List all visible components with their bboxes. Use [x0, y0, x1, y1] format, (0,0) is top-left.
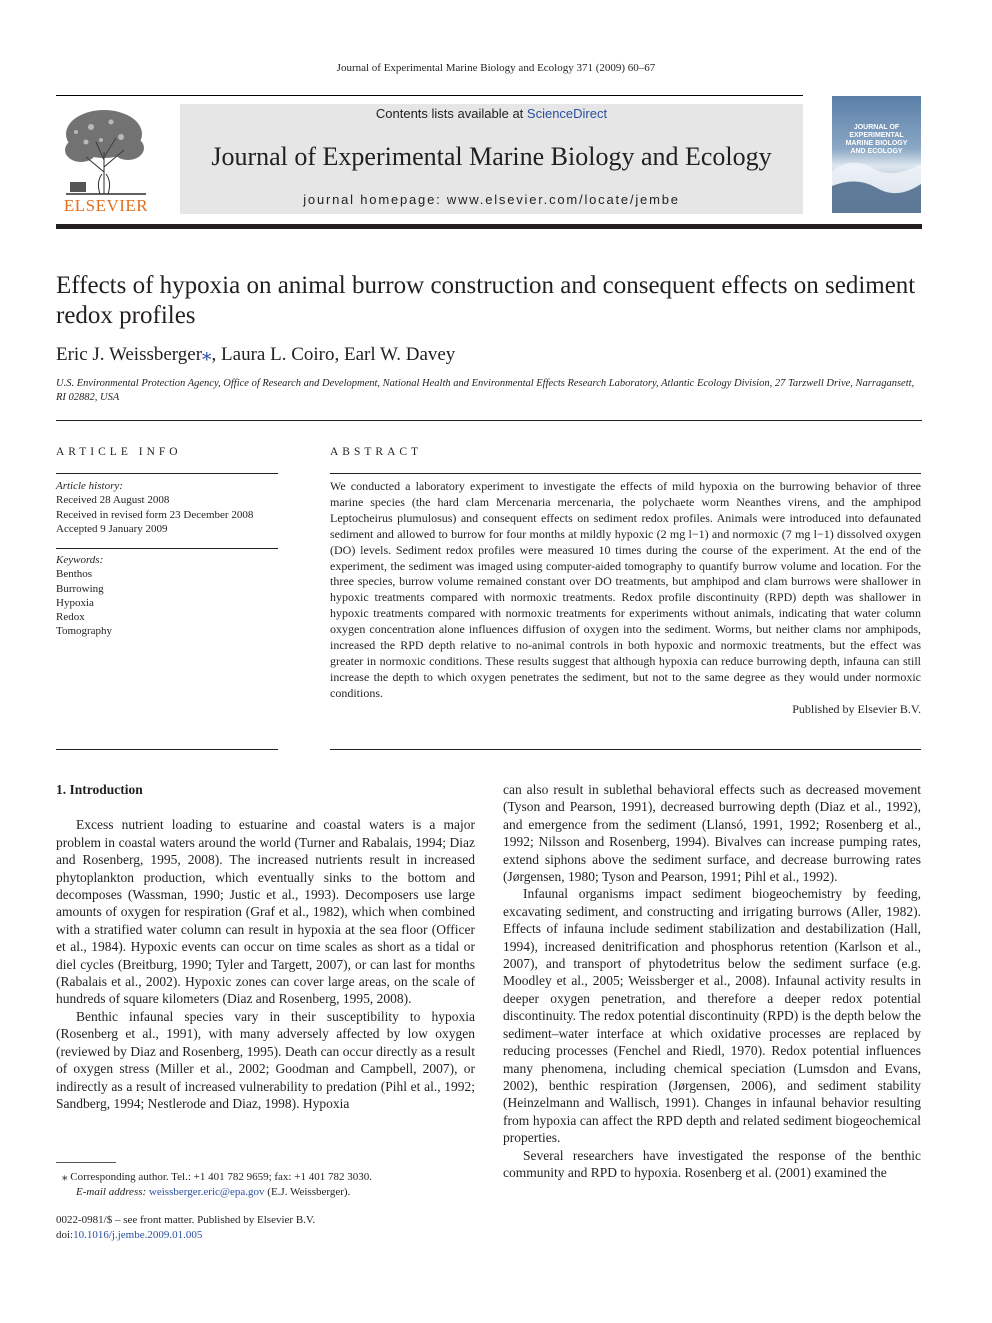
- doi-prefix: doi:: [56, 1229, 74, 1241]
- keyword: Hypoxia: [56, 596, 94, 609]
- keywords-block: [56, 553, 278, 639]
- article-title: Effects of hypoxia on animal burrow construction and consequent effects on sediment redox profiles: [56, 272, 916, 329]
- abstract-bottom-rule: [330, 749, 921, 750]
- author-name[interactable]: Eric J. Weissberger: [56, 344, 203, 365]
- header-thick-rule: [56, 224, 922, 229]
- cover-title: [832, 124, 921, 156]
- abstract-body: [330, 479, 921, 718]
- footnotes: [62, 1170, 475, 1200]
- paragraph: Excess nutrient loading to estuarine and coastal waters is a major problem in coastal waters around the world (Turner and Rabalais, 1994; Diaz and Rosenberg, 1995, 2008). The increased nutrients result in increased phytoplankton production, which eventually sinks to the bottom and decomposes (Wassman, 1990; Justic et al., 1993). Decomposers use large amounts of oxygen for respiration (Graf et al., 1982), which when combined with a stratified water column can result in hypoxia at the sea floor (Officer et al., 1984). Hypoxic events can occur on time scales as short as a tidal or diel cycles (Breitburg, 1990; Tyler and Targett, 2007), or can last for months (Rabalais et al., 2002). Hypoxic zones can cover large areas, on the scale of hundreds of square kilometers (Diaz and Rosenberg, 1995, 2008).: [56, 817, 475, 1007]
- journal-citation: Journal of Experimental Marine Biology and Ecology 371 (2009) 60–67: [336, 62, 656, 74]
- keywords-label: Keywords:: [56, 554, 104, 566]
- footnote-rule: [56, 1162, 116, 1163]
- title-rule: [56, 420, 922, 421]
- corresponding-author-note: ⁎ Corresponding author. Tel.: +1 401 782 9659; fax: +1 401 782 3030.: [62, 1171, 372, 1183]
- keyword: Tomography: [56, 625, 113, 638]
- article-info-heading: ARTICLE INFO: [56, 446, 182, 458]
- paragraph: Several researchers have investigated the response of the benthic community and RPD to hypoxia. Rosenberg et al. (2001) examined the: [503, 1147, 921, 1180]
- article-info-rule: [56, 473, 278, 474]
- header-rule: [56, 95, 803, 96]
- article-history: [56, 479, 278, 536]
- journal-homepage[interactable]: journal homepage: www.elsevier.com/locate/jembe: [303, 192, 680, 207]
- paragraph: Infaunal organisms impact sediment biogeochemistry by feeding, excavating sediment, and constructing and irrigating burrows (Aller, 1982). Effects of infauna include sediment stabilization and destabilization (Hall, 1994), increased denitrification and phosphorus retention (Karlson et al., 2007), and transport of phytodetritus below the sediment surface (e.g. Moodley et al., 2005; Weissberger et al., 2008). Infaunal activity results in deeper oxygen penetration, and therefore a deeper redox potential discontinuity. The redox potential discontinuity (RPD) is the depth below the sediment–water interface at which oxidative processes are replaced by reducing processes (Fenchel and Riedl, 1970). Redox potential influences many phenomena, including chemical speciation (Lumsdon and Evans, 2002), benthic respiration (Jørgensen, 2006), and sediment stability (Heinzelmann and Wallisch, 1991). Changes in infaunal behavior resulting from hypoxia can affect the RPD depth and related sediment biogeochemical properties.: [503, 886, 921, 1146]
- history-label: Article history:: [56, 480, 123, 492]
- abstract-text: We conducted a laboratory experiment to investigate the effects of mild hypoxia on the burrowing behavior of three marine species (the hard clam Mercenaria mercenaria, the polychaete worm Neanthes virens, and the amphipod Leptocheirus plumulosus) and consequent effects on sediment redox profiles. Animals were introduced into defaunated sediment and allowed to burrow for four months at mildly hypoxic (2 mg l−1) and normoxic (7 mg l−1) dissolved oxygen (DO) levels. Sediment redox profiles were measured 10 times during the course of the experiment. At the end of the experiment, the sediment was imaged using computer-aided tomography to quantify burrow volume and location. For the three species, burrow volume remained constant over DO treatments, but amphipod and clam burrows were shallower in hypoxic treatments compared with normoxic treatments. Redox profile discontinuity (RPD) depth was shallower in hypoxic treatments compared with normoxic treatments for experiments without animals, indicating that water column oxygen concentration alone influences diffusion of oxygen into the sediment. Worms, but neither clams nor amphipods, increased the RPD depth relative to no-animal controls in both hypoxic and normoxic treatments, but the effect was greater in normoxic conditions. These results suggest that although hypoxia can reduce burrowing depth, infauna can still increase the depth to which oxygen penetrates the sediment, but not to the same degree as they would under normoxic conditions.: [330, 479, 921, 700]
- affiliation: U.S. Environmental Protection Agency, Office of Research and Development, National Health and Environmental Effects Research Laboratory, Atlantic Ecology Division, 27 Tarzwell Drive, Narragansett, RI 02882, USA: [56, 378, 915, 403]
- cover-line: JOURNAL OF: [853, 124, 900, 131]
- published-by: Published by Elsevier B.V.: [792, 701, 921, 716]
- keywords-rule: [56, 548, 278, 549]
- journal-banner: [180, 104, 803, 214]
- article-info-bottom-rule: [56, 749, 278, 750]
- journal-title: Journal of Experimental Marine Biology and Ecology: [211, 142, 772, 171]
- doi-link[interactable]: 10.1016/j.jembe.2009.01.005: [73, 1229, 203, 1241]
- email-label: E-mail address:: [76, 1186, 149, 1198]
- issn-line: 0022-0981/$ – see front matter. Published by Elsevier B.V.: [56, 1214, 316, 1226]
- keyword: Burrowing: [56, 582, 104, 595]
- contents-prefix: Contents lists available at: [375, 106, 527, 121]
- keyword: Benthos: [56, 568, 93, 581]
- email-suffix: (E.J. Weissberger).: [264, 1186, 351, 1198]
- cover-line: MARINE BIOLOGY: [845, 140, 908, 147]
- section-heading: 1. Introduction: [56, 782, 143, 797]
- body-left-column: [56, 781, 475, 1112]
- sciencedirect-link[interactable]: ScienceDirect: [526, 106, 608, 121]
- paragraph: Benthic infaunal species vary in their susceptibility to hypoxia (Rosenberg et al., 1991), with many adversely affected by low oxygen (reviewed by Diaz and Rosenberg, 1995). Death can occur directly as a result of oxygen stress (Miller et al., 2002; Goodman and Campbell, 2007), or indirectly as a result of increased vulnerability to predation (Pihl et al., 1992; Sandberg, 1994; Nestlerode and Diaz, 1998). Hypoxia: [56, 1008, 475, 1111]
- email-link[interactable]: weissberger.eric@epa.gov: [148, 1186, 265, 1198]
- contents-line: [180, 106, 803, 121]
- cover-line: EXPERIMENTAL: [849, 132, 904, 139]
- abstract-heading: ABSTRACT: [330, 446, 423, 458]
- journal-cover-image[interactable]: [832, 96, 921, 213]
- paragraph: can also result in sublethal behavioral effects such as decreased movement (Tyson and Pearson, 1991), decreased burrowing depth (Diaz et al., 1992), and emergence from the sediment (Llansó, 1991, 1992; Rosenberg et al., 1992; Nilsson and Rosenberg, 1994). Bivalves can increase pumping rates, extend siphons above the sediment surface, and decrease burrowing rates (Jørgensen, 1980; Tyson and Pearson, 1991; Pihl et al., 1992).: [503, 782, 921, 885]
- received-date: Received 28 August 2008: [56, 494, 170, 507]
- author-names-rest: , Laura L. Coiro, Earl W. Davey: [211, 344, 456, 365]
- elsevier-wordmark: ELSEVIER: [63, 196, 149, 215]
- revised-date: Received in revised form 23 December 2008: [56, 508, 254, 521]
- abstract-rule: [330, 473, 921, 474]
- accepted-date: Accepted 9 January 2009: [56, 522, 168, 535]
- body-right-column: [503, 781, 921, 1181]
- cover-line: AND ECOLOGY: [850, 148, 903, 155]
- keyword: Redox: [56, 611, 85, 624]
- author-list: [56, 343, 455, 366]
- elsevier-logo[interactable]: [56, 102, 156, 214]
- corresponding-author-marker[interactable]: ⁎: [202, 344, 212, 365]
- front-matter: [56, 1213, 475, 1243]
